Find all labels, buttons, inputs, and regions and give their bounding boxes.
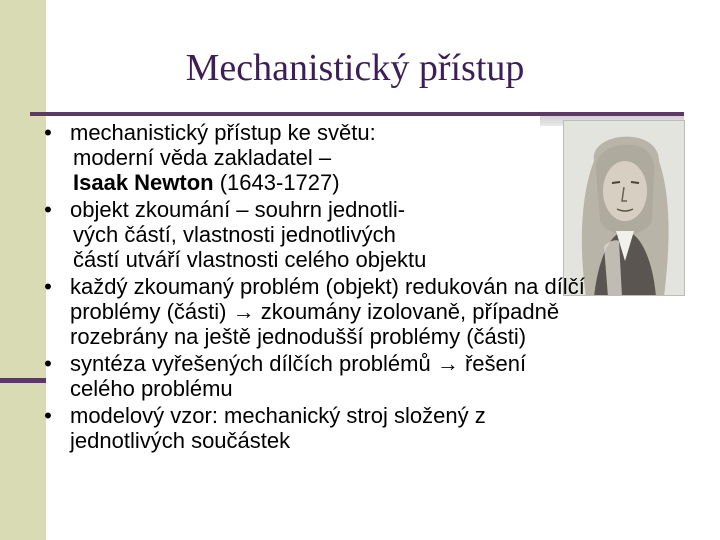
life-years: (1643-1727) [213,170,340,195]
bullet-line: problémy (části) → zkoumány izolovaně, případně [70,299,560,324]
bullet-line [70,170,710,195]
bullet-line: vých částí, vlastnosti jednotlivých [73,222,396,247]
bullet-item [30,403,710,453]
bullet-dot: • [44,403,52,428]
bullet-line: každý zkoumaný problém (objekt) redukován na dílčí [70,274,585,299]
bullet-line: objekt zkoumání – souhrn jednotli- [70,197,406,222]
title-divider [30,112,684,116]
bullet-line: částí utváří vlastnosti celého objektu [73,247,427,272]
bullet-item [30,274,710,349]
bullet-line: celého problému [70,376,233,401]
bullet-line: moderní věda zakladatel – [73,145,332,170]
bullet-dot: • [44,351,52,376]
bullet-list [30,120,710,455]
bullet-dot: • [44,274,52,299]
bullet-item [30,351,710,401]
bullet-line: jednotlivých součástek [70,428,291,453]
person-name: Isaak Newton [73,170,214,195]
bullet-item [30,197,710,272]
bullet-item [30,120,710,195]
slide-title: Mechanistický přístup [185,47,525,89]
bullet-line: mechanistický přístup ke světu: [70,120,376,145]
bullet-dot: • [44,120,52,145]
bullet-line: modelový vzor: mechanický stroj složený z [70,403,486,428]
bullet-dot: • [44,197,52,222]
bullet-line: rozebrány na ještě jednodušší problémy (části) [70,324,527,349]
bullet-line: syntéza vyřešených dílčích problémů → řešení [70,351,527,376]
